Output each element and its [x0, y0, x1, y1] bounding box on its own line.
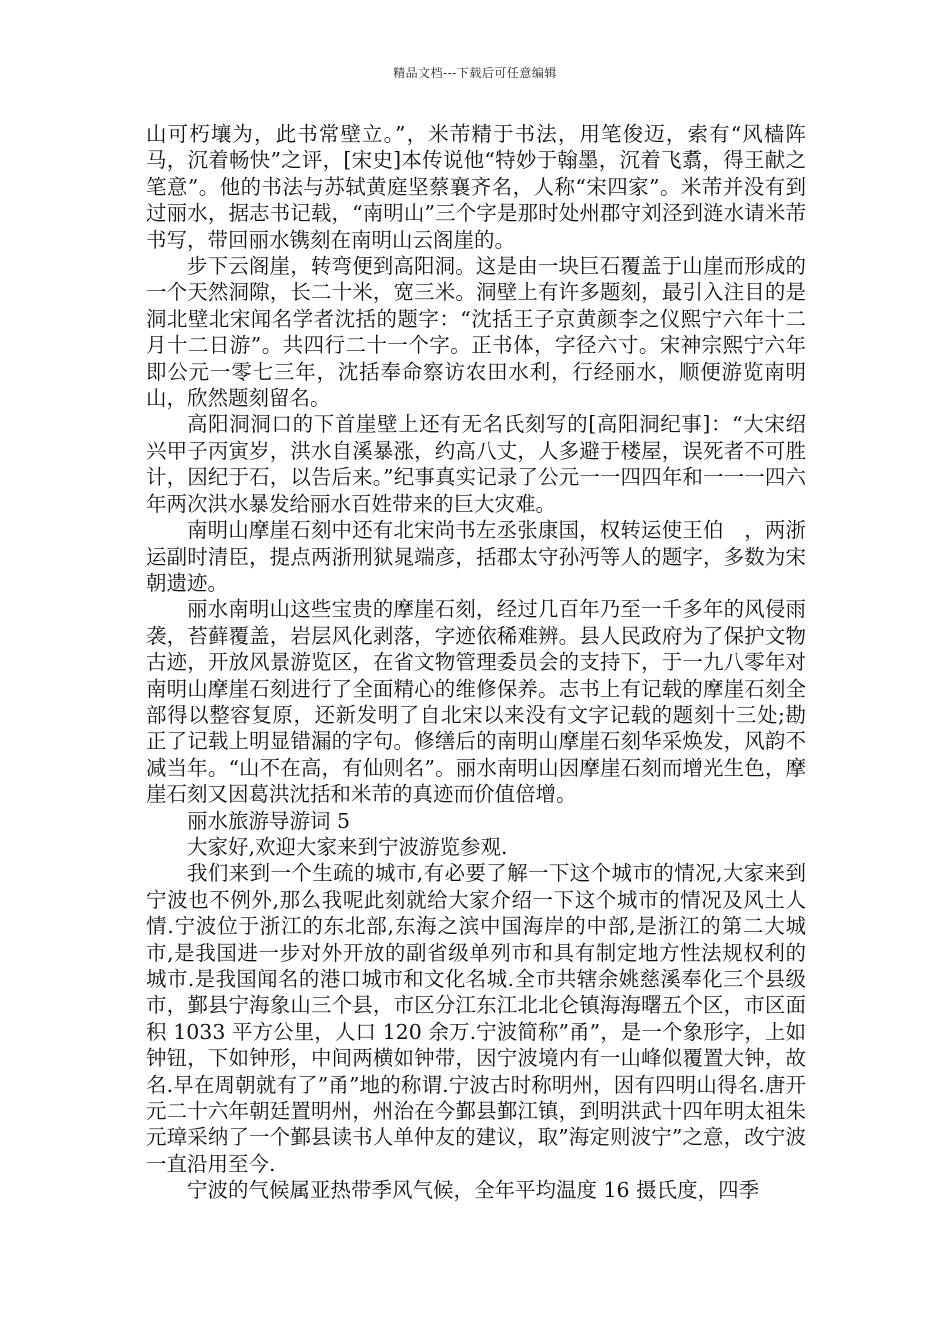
paragraph-mi-fu-calligraphy: 山可朽壤为，此书常壁立。”，米芾精于书法，用笔俊迈，索有“风樯阵马，沉着畅快”之评，[宋史]本传说他“特妙于翰墨，沉着飞翥，得王献之笔意”。他的书法与苏轼黄庭坚蔡襄齐名，人称“宋四家”。米芾并没有到过丽水，据志书记载，“南明山”三个字是那时处州郡守刘泾到涟水请米芾书写，带回丽水镌刻在南明山云阁崖的。	[146, 122, 806, 252]
document-body	[146, 121, 806, 1204]
paragraph-ningbo-intro: 我们来到一个生疏的城市,有必要了解一下这个城市的情况,大家来到宁波也不例外,那么我呢此刻就给大家介绍一下这个城市的情况及风土人情.宁波位于浙江的东北部,东海之滨中国海岸的中部,是浙江的第二大城市,是我国进一步对外开放的副省级单列市和具有制定地方性法规权利的城市.是我国闻名的港口城市和文化名城.全市共辖余姚慈溪奉化三个县级市，鄞县宁海象山三个县，市区分江东江北北仑镇海海曙五个区，市区面积 1033 平方公里，人口 120 余万.宁波简称”甬”，是一个象形字，上如钟钮，下如钟形，中间两横如钟带，因宁波境内有一山峰似覆置大钟，故名.早在周朝就有了”甬”地的称谓.宁波古时称明州，因有四明山得名.唐开元二十六年朝廷置明州，州治在今鄞县鄞江镇，到明洪武十四年明太祖朱元璋采纳了一个鄞县读书人单仲友的建议，取”海定则波宁”之意，改宁波一直沿用至今.	[146, 861, 806, 1176]
paragraph-welcome: 大家好,欢迎大家来到宁波游览参观.	[187, 834, 508, 859]
page-header: 精品文档---下载后可任意编辑	[393, 66, 557, 80]
paragraph-ningbo-climate: 宁波的气候属亚热带季风气候，全年平均温度 16 摄氏度，四季	[187, 1178, 760, 1203]
paragraph-restoration: 丽水南明山这些宝贵的摩崖石刻，经过几百年乃至一千多年的风侵雨袭，苔藓覆盖，岩层风化剥落，字迹依稀难辨。县人民政府为了保护文物古迹，开放风景游览区，在省文物管理委员会的支持下，于一九八零年对南明山摩崖石刻进行了全面精心的维修保养。志书上有记载的摩崖石刻全部得以整容复原，还新发明了自北宋以来没有文字记载的题刻十三处;勘正了记载上明显错漏的字句。修缮后的南明山摩崖石刻华采焕发，风韵不减当年。“山不在高，有仙则名”。丽水南明山因摩崖石刻而增光生色，摩崖石刻又因葛洪沈括和米芾的真迹而价值倍增。	[146, 597, 806, 807]
section-heading: 丽水旅游导游词 5	[187, 808, 351, 833]
paragraph-gaoyang-cave-record: 高阳洞洞口的下首崖壁上还有无名氏刻写的[高阳洞纪事]：“大宋绍兴甲子丙寅岁，洪水自溪暴涨，约高八丈，人多避于楼屋，误死者不可胜计，因纪于石，以告后来。”纪事真实记录了公元一一四四年和一一一四六年两次洪水暴发给丽水百姓带来的巨大灾难。	[146, 412, 806, 516]
paragraph-song-inscriptions: 南明山摩崖石刻中还有北宋尚书左丞张康国，权转运使王伯 ，两浙运副时清臣，提点两浙刑狱晁端彦，括郡太守孙沔等人的题字，多数为宋朝遗迹。	[146, 518, 806, 595]
paragraph-gaoyang-cave: 步下云阁崖，转弯便到高阳洞。这是由一块巨石覆盖于山崖而形成的一个天然洞隙，长二十米，宽三米。洞壁上有许多题刻，最引入注目的是洞北壁北宋闻名学者沈括的题字：“沈括王子京黄颜李之仪熙宁六年十二月十二日游”。共四行二十一个字。正书体，字径六寸。宋神宗熙宁六年即公元一零七三年，沈括奉命察访农田水利，行经丽水，顺便游览南明山，欣然题刻留名。	[146, 254, 806, 411]
